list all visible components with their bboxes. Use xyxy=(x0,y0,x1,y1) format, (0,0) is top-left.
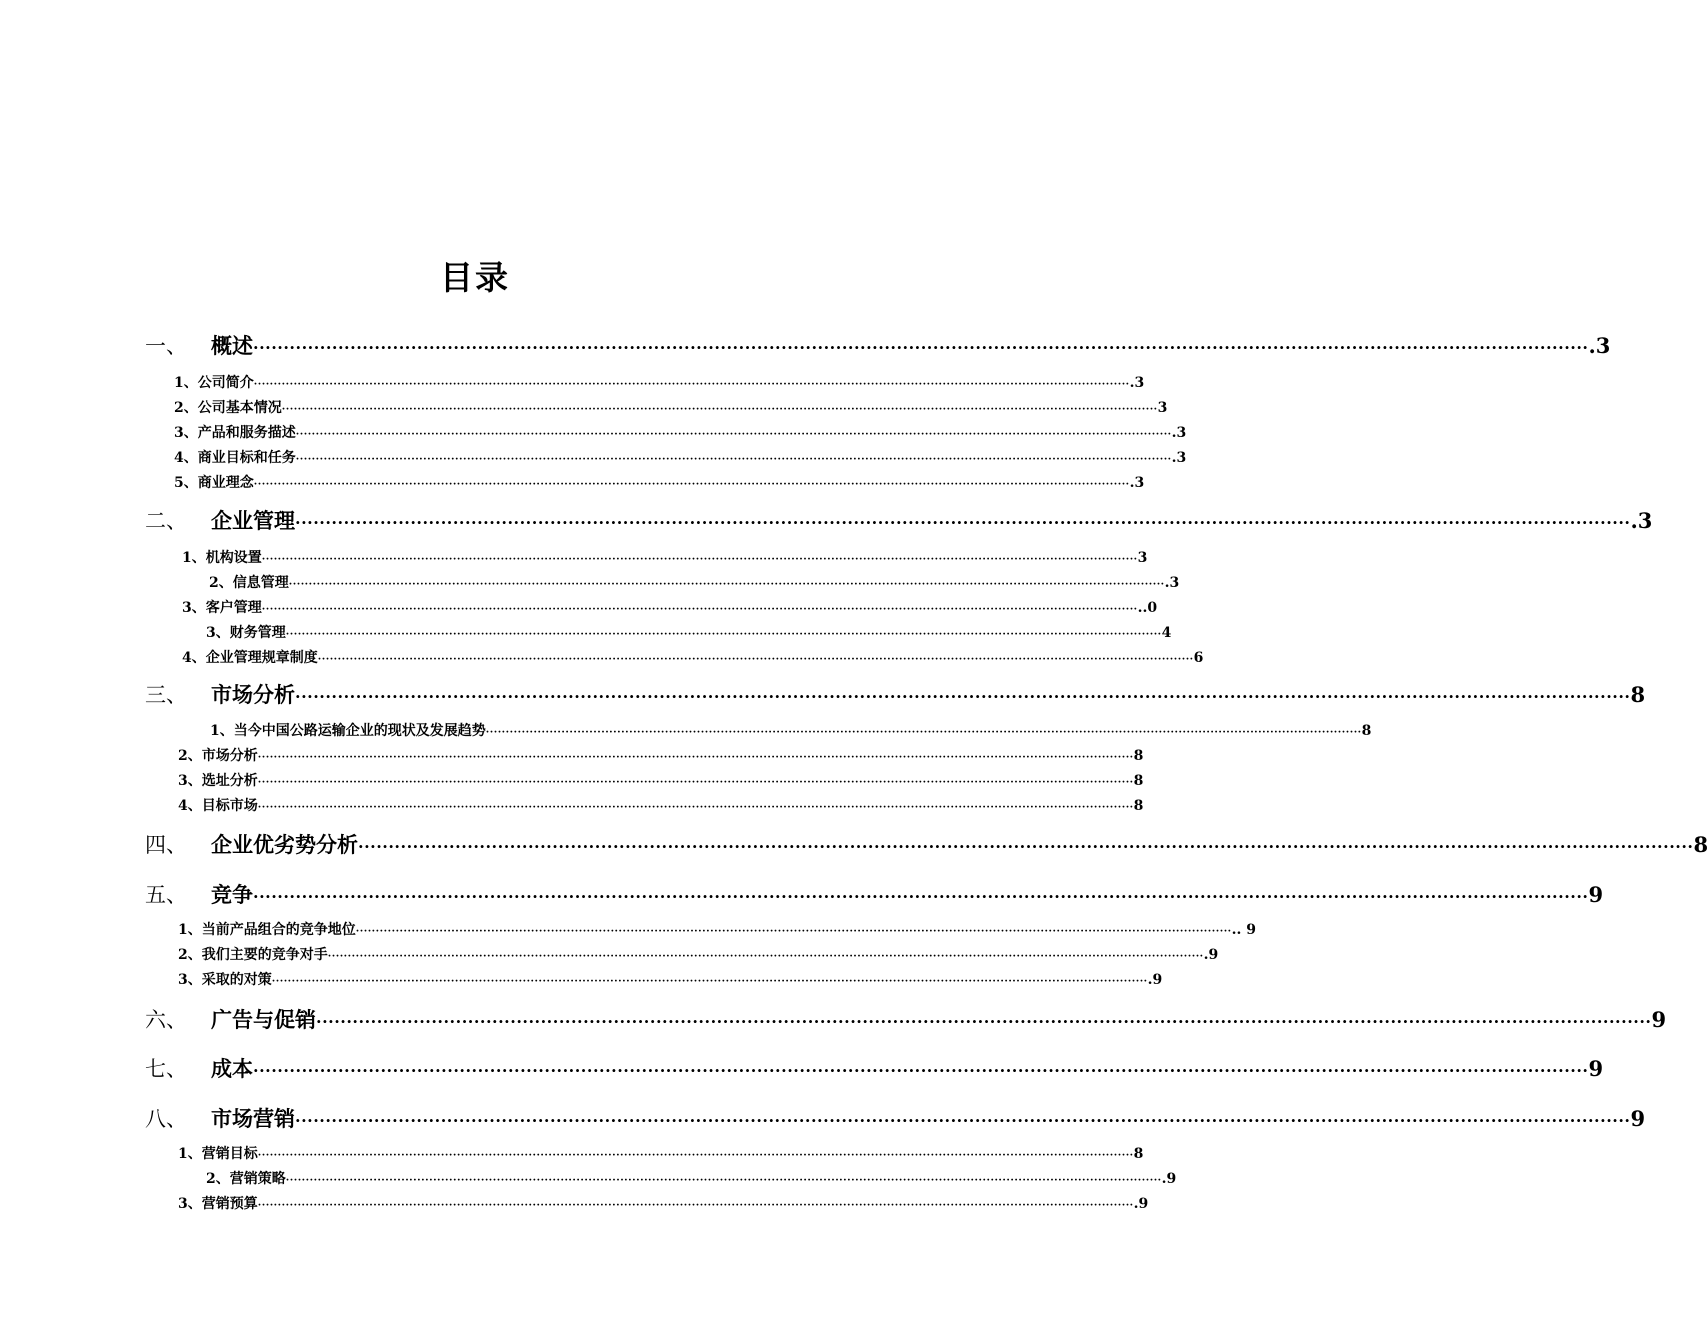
toc-entry-label: 我们主要的竞争对手 xyxy=(201,947,328,963)
toc-dot-leader: ···························································································································································································································· xyxy=(257,802,1134,813)
toc-title: 目录 xyxy=(440,258,510,297)
toc-section-entry[interactable] xyxy=(145,1004,1667,1034)
toc-dot-leader: ···························································································································································································································· xyxy=(355,926,1232,937)
toc-dot-leader: ···························································································································································································································· xyxy=(285,629,1162,640)
toc-entry-label: 营销目标 xyxy=(201,1146,258,1162)
toc-entry-label: 客户管理 xyxy=(205,600,262,616)
toc-entry-label: 选址分析 xyxy=(201,773,258,789)
toc-entry-label: 市场分析 xyxy=(211,682,295,707)
toc-page-number: ..0 xyxy=(1137,600,1158,616)
toc-subsection-entry[interactable] xyxy=(174,447,1187,467)
toc-entry-label: 公司基本情况 xyxy=(197,400,282,416)
toc-page-number: 8 xyxy=(1133,1146,1144,1162)
toc-entry-number: 六、 xyxy=(145,1008,187,1032)
toc-entry-number: 2、 xyxy=(209,575,233,591)
toc-page-number: .3 xyxy=(1588,333,1611,358)
toc-entry-number: 3、 xyxy=(178,1196,202,1212)
toc-entry-number: 3、 xyxy=(174,425,198,441)
toc-entry-number: 1、 xyxy=(210,723,234,739)
toc-section-entry[interactable] xyxy=(145,505,1653,535)
toc-entry-label: 企业管理 xyxy=(211,508,295,533)
toc-dot-leader: ···························································································································································································································· xyxy=(358,837,1694,856)
toc-entry-number: 七、 xyxy=(145,1057,187,1081)
toc-entry-label: 营销策略 xyxy=(229,1171,286,1187)
toc-entry-label: 财务管理 xyxy=(229,625,286,641)
toc-page-number: 9 xyxy=(1651,1007,1667,1032)
toc-dot-leader: ···························································································································································································································· xyxy=(317,654,1194,665)
toc-dot-leader: ···························································································································································································································· xyxy=(257,1200,1134,1211)
toc-dot-leader: ···························································································································································································································· xyxy=(261,604,1138,615)
toc-section-entry[interactable] xyxy=(145,879,1604,909)
toc-entry-number: 三、 xyxy=(145,683,187,707)
toc-subsection-entry[interactable] xyxy=(209,572,1180,592)
toc-subsection-entry[interactable] xyxy=(174,472,1145,492)
toc-subsection-entry[interactable] xyxy=(182,647,1204,667)
toc-entry-number: 五、 xyxy=(145,883,187,907)
toc-dot-leader: ···························································································································································································································· xyxy=(295,454,1172,465)
toc-entry-number: 2、 xyxy=(178,947,202,963)
toc-section-entry[interactable] xyxy=(145,330,1611,360)
toc-subsection-entry[interactable] xyxy=(174,422,1187,442)
toc-entry-number: 3、 xyxy=(206,625,230,641)
toc-entry-label: 采取的对策 xyxy=(201,972,272,988)
toc-dot-leader: ···························································································································································································································· xyxy=(295,513,1631,532)
toc-page-number: 4 xyxy=(1161,625,1172,641)
toc-subsection-entry[interactable] xyxy=(182,597,1158,617)
toc-subsection-entry[interactable] xyxy=(178,1143,1144,1163)
toc-entry-number: 1、 xyxy=(174,375,198,391)
toc-section-entry[interactable] xyxy=(145,1053,1604,1083)
toc-entry-label: 企业管理规章制度 xyxy=(205,650,318,666)
toc-subsection-entry[interactable] xyxy=(178,770,1144,790)
toc-entry-label: 营销预算 xyxy=(201,1196,258,1212)
toc-entry-label: 成本 xyxy=(211,1056,253,1081)
toc-subsection-entry[interactable] xyxy=(206,1168,1177,1188)
toc-dot-leader: ···························································································································································································································· xyxy=(257,777,1134,788)
toc-dot-leader: ···························································································································································································································· xyxy=(288,579,1165,590)
toc-entry-number: 四、 xyxy=(145,833,187,857)
toc-subsection-entry[interactable] xyxy=(178,1193,1149,1213)
toc-page-number: .9 xyxy=(1161,1171,1177,1187)
toc-dot-leader: ···························································································································································································································· xyxy=(253,379,1130,390)
toc-subsection-entry[interactable] xyxy=(210,720,1372,740)
toc-dot-leader: ···························································································································································································································· xyxy=(485,727,1362,738)
toc-entry-number: 5、 xyxy=(174,475,198,491)
toc-dot-leader: ···························································································································································································································· xyxy=(285,1175,1162,1186)
toc-page-number: 8 xyxy=(1133,798,1144,814)
toc-dot-leader: ···························································································································································································································· xyxy=(316,1012,1652,1031)
toc-page-number: 8 xyxy=(1133,748,1144,764)
toc-entry-label: 目标市场 xyxy=(201,798,258,814)
toc-entry-number: 2、 xyxy=(174,400,198,416)
toc-page-number: .3 xyxy=(1129,475,1145,491)
toc-page-number: 3 xyxy=(1157,400,1168,416)
toc-dot-leader: ···························································································································································································································· xyxy=(281,404,1158,415)
toc-dot-leader: ···························································································································································································································· xyxy=(253,1061,1589,1080)
toc-dot-leader: ···························································································································································································································· xyxy=(295,429,1172,440)
toc-subsection-entry[interactable] xyxy=(178,944,1219,964)
toc-entry-label: 概述 xyxy=(211,333,253,358)
toc-entry-label: 信息管理 xyxy=(232,575,289,591)
toc-entry-number: 八、 xyxy=(145,1107,187,1131)
toc-page-number: 8 xyxy=(1693,832,1708,857)
toc-subsection-entry[interactable] xyxy=(174,372,1145,392)
toc-entry-label: 机构设置 xyxy=(205,550,262,566)
toc-dot-leader: ···························································································································································································································· xyxy=(271,976,1148,987)
toc-section-entry[interactable] xyxy=(145,679,1646,709)
toc-page-number: 8 xyxy=(1361,723,1372,739)
toc-page-number: .9 xyxy=(1203,947,1219,963)
toc-page-number: 6 xyxy=(1193,650,1204,666)
toc-subsection-entry[interactable] xyxy=(174,397,1168,417)
toc-dot-leader: ···························································································································································································································· xyxy=(257,1150,1134,1161)
toc-entry-label: 企业优劣势分析 xyxy=(211,832,358,857)
toc-entry-label: 商业理念 xyxy=(197,475,254,491)
toc-entry-number: 3、 xyxy=(178,972,202,988)
toc-section-entry[interactable] xyxy=(145,829,1708,859)
toc-dot-leader: ···························································································································································································································· xyxy=(327,951,1204,962)
toc-entry-label: 广告与促销 xyxy=(211,1007,316,1032)
toc-entry-number: 4、 xyxy=(182,650,206,666)
toc-entry-label: 市场分析 xyxy=(201,748,258,764)
toc-section-entry[interactable] xyxy=(145,1103,1646,1133)
toc-dot-leader: ···························································································································································································································· xyxy=(295,687,1631,706)
toc-page-number: .3 xyxy=(1164,575,1180,591)
toc-subsection-entry[interactable] xyxy=(178,795,1144,815)
toc-entry-number: 3、 xyxy=(182,600,206,616)
toc-entry-number: 1、 xyxy=(178,922,202,938)
toc-page-number: 8 xyxy=(1133,773,1144,789)
toc-dot-leader: ···························································································································································································································· xyxy=(253,479,1130,490)
toc-page-number: .3 xyxy=(1171,425,1187,441)
toc-entry-label: 商业目标和任务 xyxy=(197,450,296,466)
toc-entry-label: 产品和服务描述 xyxy=(197,425,296,441)
toc-entry-label: 竞争 xyxy=(211,882,253,907)
toc-page-number: .. 9 xyxy=(1231,922,1257,938)
toc-subsection-entry[interactable] xyxy=(178,919,1257,939)
toc-entry-number: 4、 xyxy=(174,450,198,466)
toc-subsection-entry[interactable] xyxy=(178,745,1144,765)
toc-subsection-entry[interactable] xyxy=(182,547,1148,567)
toc-entry-number: 1、 xyxy=(178,1146,202,1162)
toc-dot-leader: ···························································································································································································································· xyxy=(257,752,1134,763)
toc-page-number: 9 xyxy=(1630,1106,1646,1131)
toc-entry-number: 二、 xyxy=(145,509,187,533)
toc-page-number: .3 xyxy=(1630,508,1653,533)
toc-entry-number: 3、 xyxy=(178,773,202,789)
toc-dot-leader: ···························································································································································································································· xyxy=(253,887,1589,906)
toc-dot-leader: ···························································································································································································································· xyxy=(253,338,1589,357)
toc-page-number: .3 xyxy=(1171,450,1187,466)
toc-dot-leader: ···························································································································································································································· xyxy=(261,554,1138,565)
toc-entry-number: 一、 xyxy=(145,334,187,358)
toc-subsection-entry[interactable] xyxy=(178,969,1163,989)
toc-page-number: .3 xyxy=(1129,375,1145,391)
toc-page-number: 9 xyxy=(1588,882,1604,907)
toc-page-number: .9 xyxy=(1147,972,1163,988)
toc-entry-label: 公司简介 xyxy=(197,375,254,391)
toc-page-number: .9 xyxy=(1133,1196,1149,1212)
toc-entry-number: 1、 xyxy=(182,550,206,566)
toc-page-number: 9 xyxy=(1588,1056,1604,1081)
toc-subsection-entry[interactable] xyxy=(206,622,1172,642)
toc-entry-label: 当前产品组合的竞争地位 xyxy=(201,922,356,938)
toc-page-number: 8 xyxy=(1630,682,1646,707)
toc-entry-number: 4、 xyxy=(178,798,202,814)
toc-entry-number: 2、 xyxy=(206,1171,230,1187)
toc-page-number: 3 xyxy=(1137,550,1148,566)
toc-entry-label: 当今中国公路运输企业的现状及发展趋势 xyxy=(233,723,486,739)
toc-entry-number: 2、 xyxy=(178,748,202,764)
toc-dot-leader: ···························································································································································································································· xyxy=(295,1111,1631,1130)
toc-entry-label: 市场营销 xyxy=(211,1106,295,1131)
